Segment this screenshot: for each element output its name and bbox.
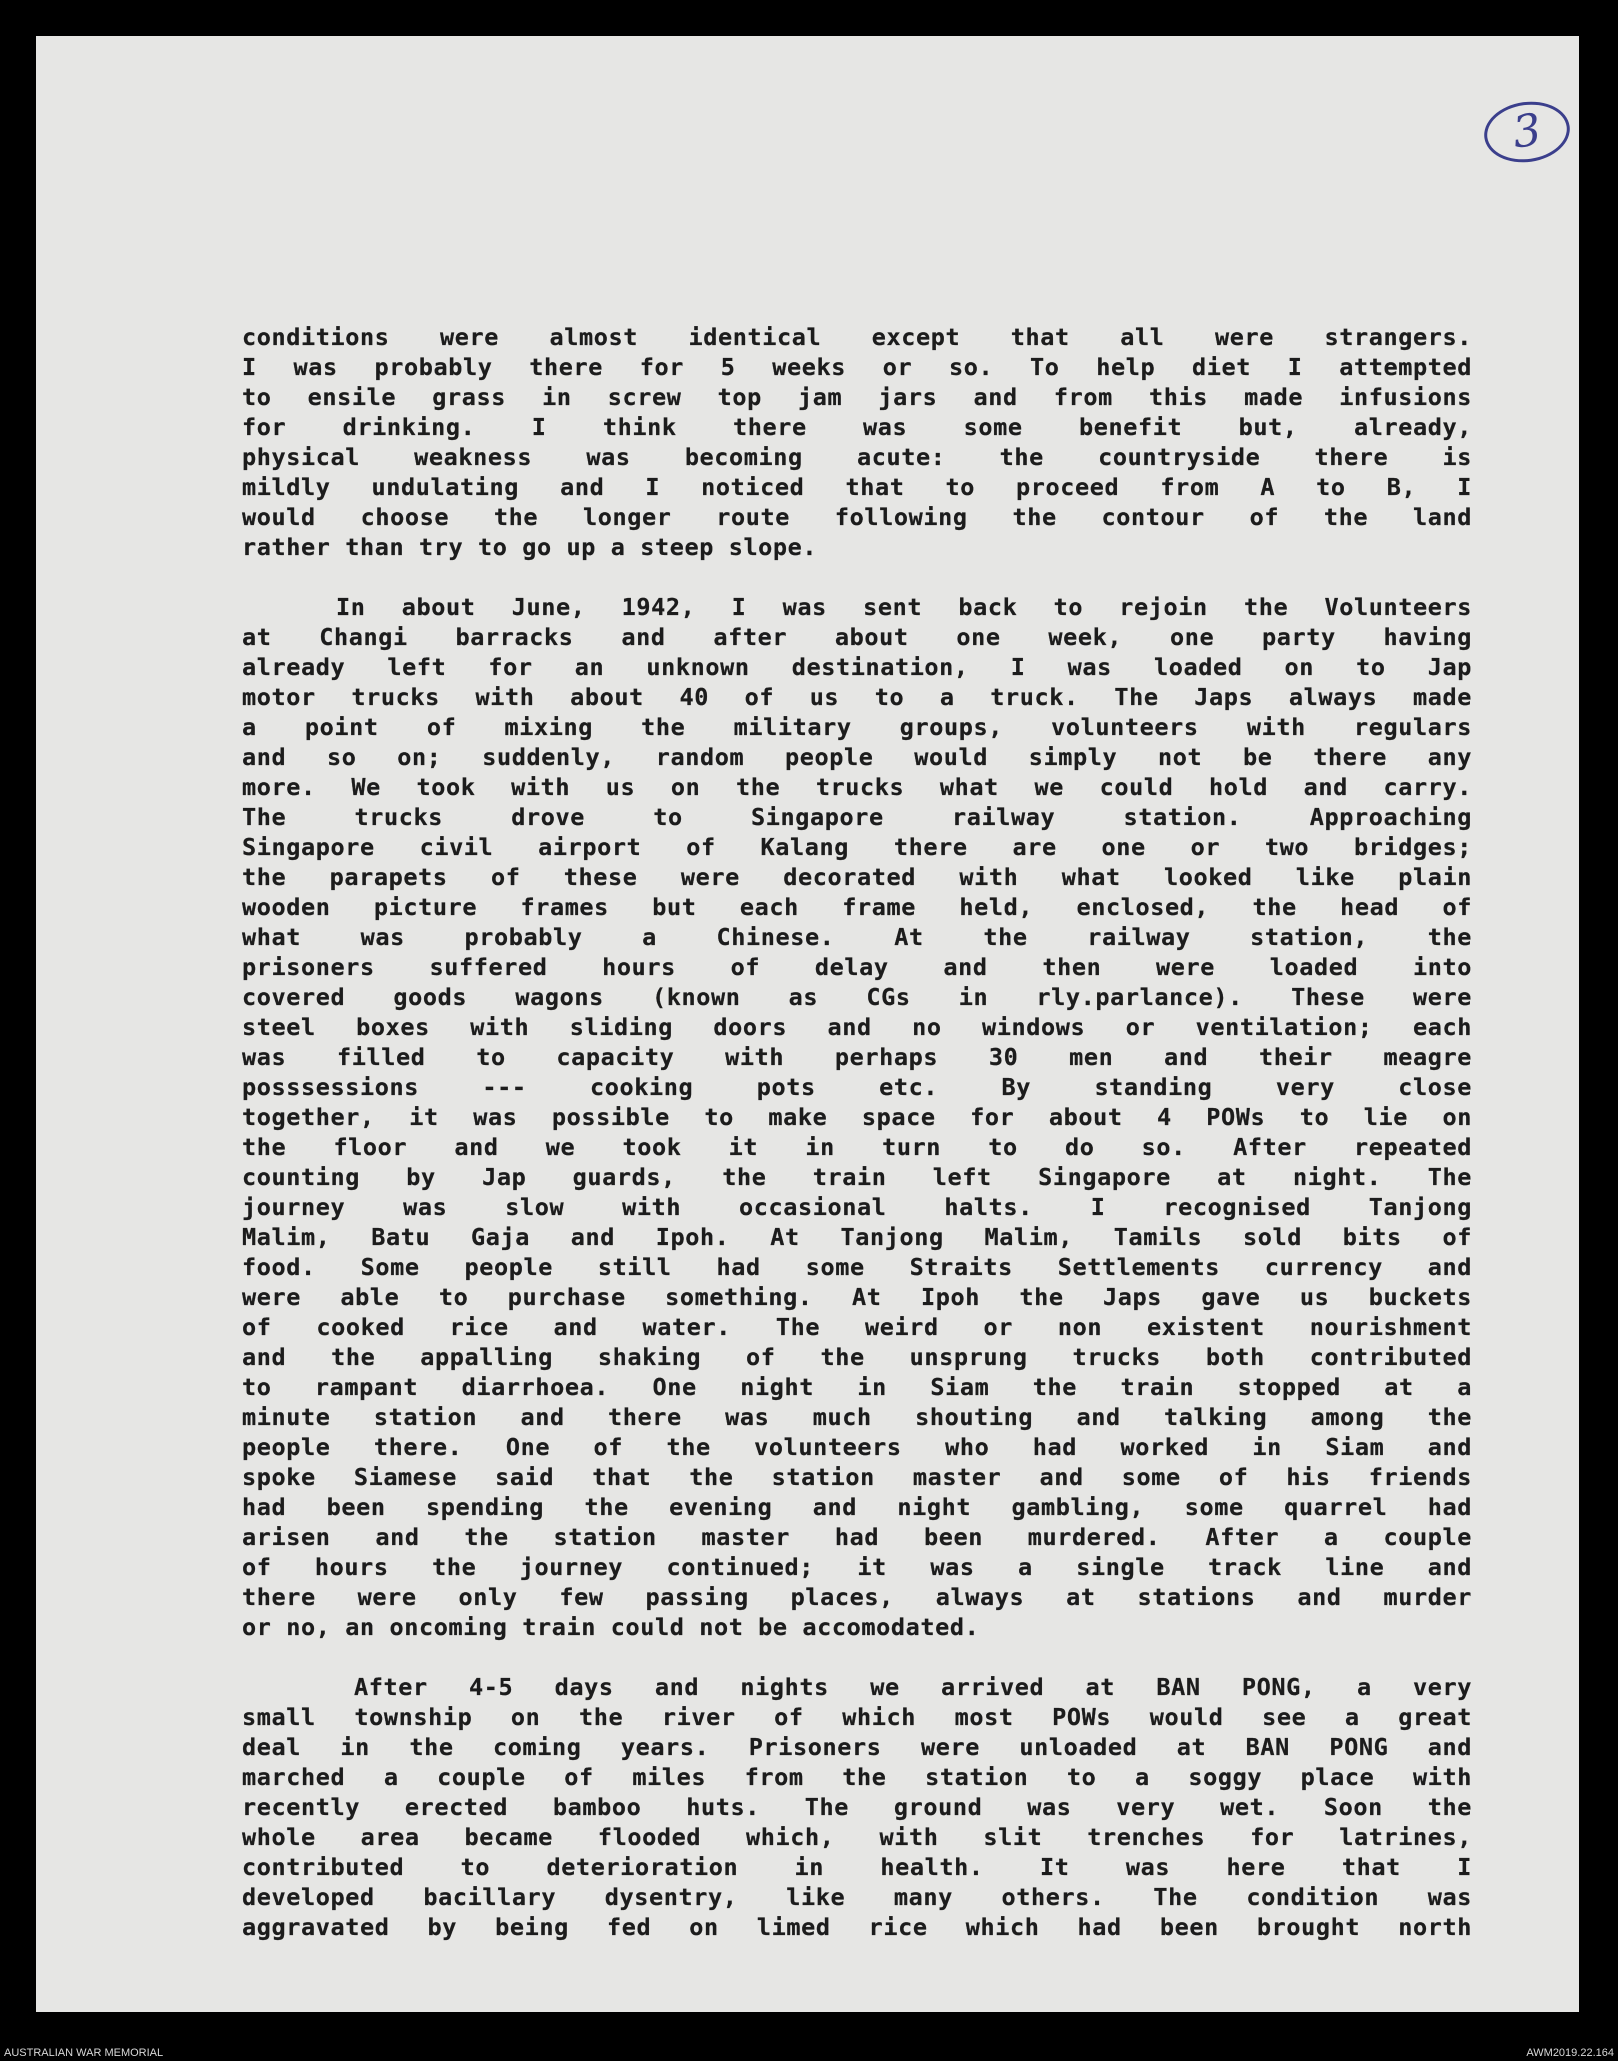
text-line: physical weakness was becoming acute: the countryside there is: [242, 443, 1472, 471]
paragraph-1: [242, 322, 1472, 562]
text-line: the floor and we took it in turn to do so. After repeated: [242, 1133, 1472, 1161]
footer-catalogue-number: AWM2019.22.164: [1526, 2047, 1614, 2059]
typed-body-text: [242, 322, 1472, 1972]
text-line: I was probably there for 5 weeks or so. To help diet I attempted: [242, 353, 1472, 381]
text-line: would choose the longer route following the contour of the land: [242, 503, 1472, 531]
text-line: together, it was possible to make space for about 4 POWs to lie on: [242, 1103, 1472, 1131]
text-line: there were only few passing places, always at stations and murder: [242, 1583, 1472, 1611]
text-line: journey was slow with occasional halts. I recognised Tanjong: [242, 1193, 1472, 1221]
text-line: more. We took with us on the trucks what we could hold and carry.: [242, 773, 1472, 801]
text-line: had been spending the evening and night gambling, some quarrel had: [242, 1493, 1472, 1521]
text-line: rather than try to go up a steep slope.: [242, 533, 818, 561]
text-line: at Changi barracks and after about one week, one party having: [242, 623, 1472, 651]
text-line: small township on the river of which most POWs would see a great: [242, 1703, 1472, 1731]
text-line: of cooked rice and water. The weird or non existent nourishment: [242, 1313, 1472, 1341]
text-line: the parapets of these were decorated with what looked like plain: [242, 863, 1472, 891]
text-line: food. Some people still had some Straits Settlements currency and: [242, 1253, 1472, 1281]
text-line: or no, an oncoming train could not be accomodated.: [242, 1613, 980, 1641]
text-line: Malim, Batu Gaja and Ipoh. At Tanjong Malim, Tamils sold bits of: [242, 1223, 1472, 1251]
text-line: covered goods wagons (known as CGs in rly.parlance). These were: [242, 983, 1472, 1011]
text-line: contributed to deterioration in health. It was here that I: [242, 1853, 1472, 1881]
text-line: people there. One of the volunteers who had worked in Siam and: [242, 1433, 1472, 1461]
footer-archive-name: AUSTRALIAN WAR MEMORIAL: [4, 2047, 164, 2059]
text-line: to ensile grass in screw top jam jars and from this made infusions: [242, 383, 1472, 411]
document-page: [36, 36, 1579, 2012]
text-line: posssessions --- cooking pots etc. By standing very close: [242, 1073, 1472, 1101]
text-line: of hours the journey continued; it was a single track line and: [242, 1553, 1472, 1581]
text-line: After 4-5 days and nights we arrived at BAN PONG, a very: [354, 1673, 1472, 1701]
text-line: prisoners suffered hours of delay and then were loaded into: [242, 953, 1472, 981]
text-line: The trucks drove to Singapore railway station. Approaching: [242, 803, 1472, 831]
text-line: developed bacillary dysentry, like many others. The condition was: [242, 1883, 1472, 1911]
text-line: was filled to capacity with perhaps 30 men and their meagre: [242, 1043, 1472, 1071]
text-line: marched a couple of miles from the station to a soggy place with: [242, 1763, 1472, 1791]
text-line: spoke Siamese said that the station master and some of his friends: [242, 1463, 1472, 1491]
text-line: conditions were almost identical except that all were strangers.: [242, 323, 1472, 351]
text-line: aggravated by being fed on limed rice which had been brought north: [242, 1913, 1472, 1941]
text-line: Singapore civil airport of Kalang there are one or two bridges;: [242, 833, 1472, 861]
text-line: what was probably a Chinese. At the railway station, the: [242, 923, 1472, 951]
text-line: for drinking. I think there was some benefit but, already,: [242, 413, 1472, 441]
text-line: motor trucks with about 40 of us to a truck. The Japs always made: [242, 683, 1472, 711]
text-line: counting by Jap guards, the train left Singapore at night. The: [242, 1163, 1472, 1191]
text-line: to rampant diarrhoea. One night in Siam the train stopped at a: [242, 1373, 1472, 1401]
text-line: steel boxes with sliding doors and no windows or ventilation; each: [242, 1013, 1472, 1041]
text-line: deal in the coming years. Prisoners were unloaded at BAN PONG and: [242, 1733, 1472, 1761]
text-line: and the appalling shaking of the unsprung trucks both contributed: [242, 1343, 1472, 1371]
text-line: whole area became flooded which, with slit trenches for latrines,: [242, 1823, 1472, 1851]
text-line: and so on; suddenly, random people would simply not be there any: [242, 743, 1472, 771]
text-line: arisen and the station master had been murdered. After a couple: [242, 1523, 1472, 1551]
paragraph-3: [242, 1672, 1472, 1942]
paragraph-2: [242, 592, 1472, 1642]
text-line: already left for an unknown destination, I was loaded on to Jap: [242, 653, 1472, 681]
text-line: recently erected bamboo huts. The ground was very wet. Soon the: [242, 1793, 1472, 1821]
text-line: minute station and there was much shouting and talking among the: [242, 1403, 1472, 1431]
handwritten-page-number: 3: [1480, 96, 1574, 167]
text-line: mildly undulating and I noticed that to proceed from A to B, I: [242, 473, 1472, 501]
text-line: were able to purchase something. At Ipoh the Japs gave us buckets: [242, 1283, 1472, 1311]
text-line: In about June, 1942, I was sent back to rejoin the Volunteers: [336, 593, 1472, 621]
text-line: wooden picture frames but each frame held, enclosed, the head of: [242, 893, 1472, 921]
text-line: a point of mixing the military groups, volunteers with regulars: [242, 713, 1472, 741]
